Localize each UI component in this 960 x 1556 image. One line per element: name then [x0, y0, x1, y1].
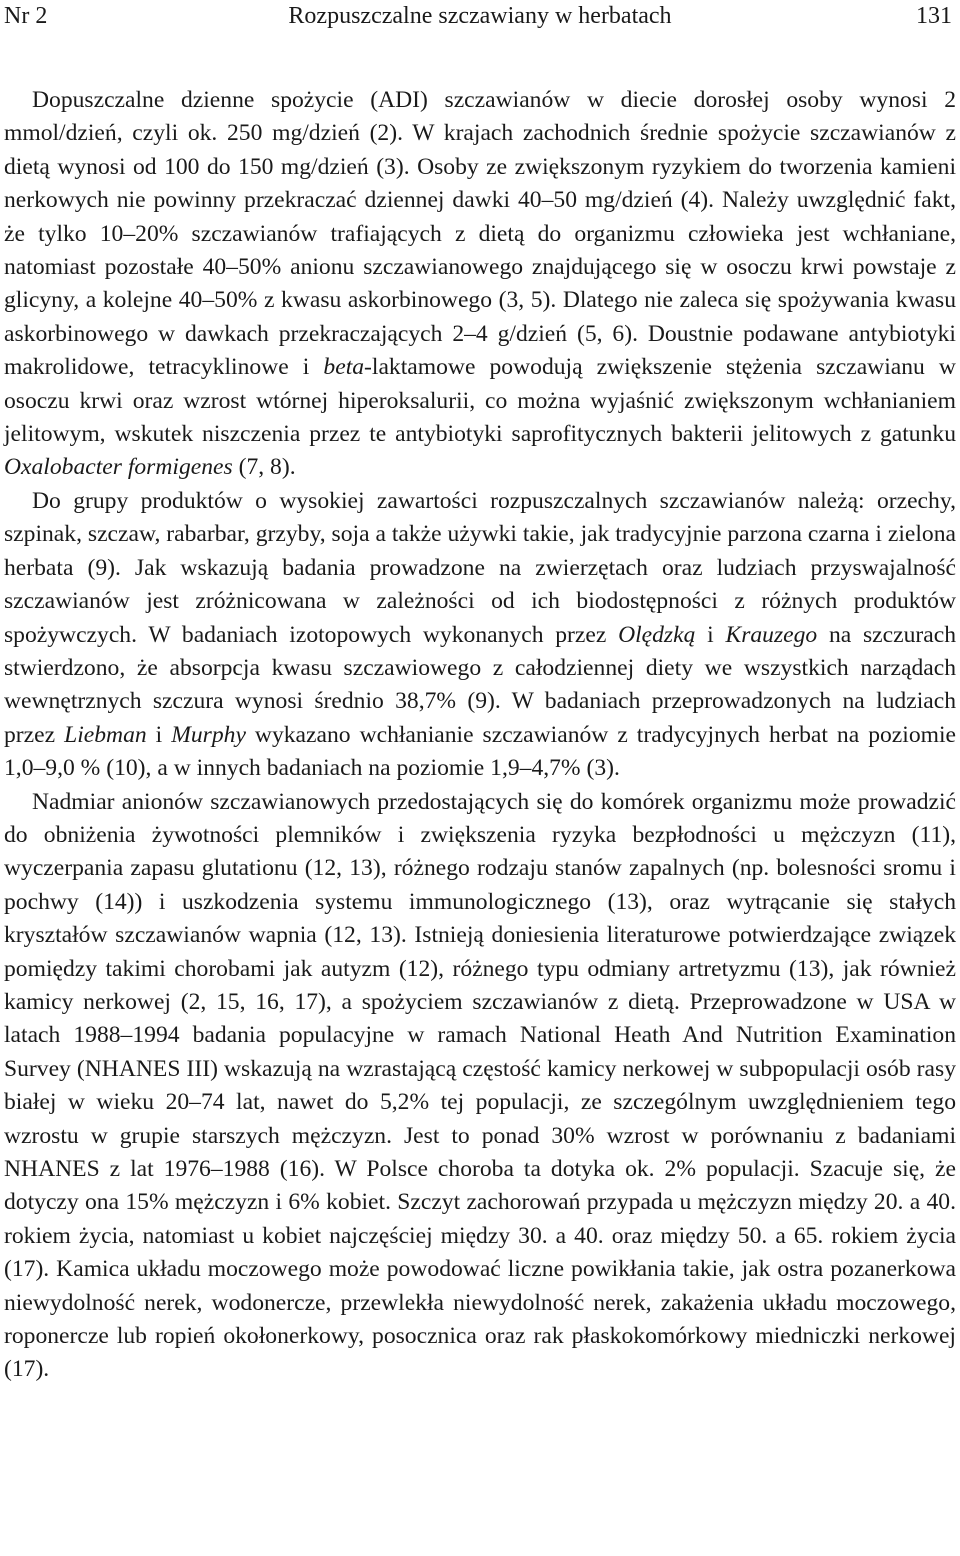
italic-text: beta	[323, 354, 365, 381]
text-run: i	[146, 721, 172, 748]
text-run: (7, 8).	[232, 454, 296, 481]
text-run: wykazano wchłanianie szczawianów z tradycyjnych herbat na poziomie 1,0–9,0 % (10), a w innych badaniach na poziomie 1,9–4,7% (3).	[4, 721, 956, 782]
article-body	[4, 84, 956, 1387]
text-run: na szczurach stwierdzono, że absorpcja kwasu szczawiowego z całodziennej diety we wszystkich narządach wewnętrznych szczura wynosi średnio 38,7% (9). W badaniach przeprowadzonych na ludziach przez	[4, 621, 956, 748]
italic-text: Krauzego	[725, 621, 818, 648]
italic-text: Olędzką	[618, 621, 696, 648]
italic-text: Liebman	[64, 721, 147, 748]
running-title: Rozpuszczalne szczawiany w herbatach	[288, 3, 672, 29]
running-header	[0, 0, 960, 40]
text-run: -laktamowe powodują zwiększenie stężenia szczawianu w osoczu krwi oraz wzrost wtórnej hiperoksalurii, co można wyjaśnić zwiększonym wchłanianiem jelitowym, wskutek niszczenia przez te antybiotyki saprofitycznych bakterii jelitowych z gatunku	[4, 354, 956, 448]
paragraph	[4, 485, 956, 786]
paragraph	[4, 786, 956, 1387]
italic-text: Murphy	[171, 721, 246, 748]
text-run: Nadmiar anionów szczawianowych przedostających się do komórek organizmu może prowadzić do obniżenia żywotności plemników i zwiększenia ryzyka bezpłodności u mężczyzn (11), wyczerpania zapasu glutationu (12, 13), różnego rodzaju stanów zapalnych (np. bolesności sromu i pochwy (14)) i uszkodzenia systemu immunologicznego (13), oraz wytrącanie się stałych kryształów szczawianów wapnia (12, 13). Istnieją doniesienia literaturowe potwierdzające związek pomiędzy takimi chorobami jak autyzm (12), różnego typu odmiany artretyzmu (13), jak również kamicy nerkowej (2, 15, 16, 17), a spożyciem szczawianów z dietą. Przeprowadzone w USA w latach 1988–1994 badania populacyjne w ramach National Heath And Nutrition Examination Survey (NHANES III) wskazują na wzrastającą częstość kamicy nerkowej w subpopulacji osób rasy białej w wieku 20–74 lat, nawet do 5,2% tej populacji, ze szczególnym uwzględnieniem tego wzrostu w grupie starszych mężczyzn. Jest to ponad 30% wzrost w porównaniu z badaniami NHANES z lat 1976–1988 (16). W Polsce choroba ta dotyka ok. 2% populacji. Szacuje się, że dotyczy ona 15% mężczyzn i 6% kobiet. Szczyt zachorowań przypada u mężczyzn między 20. a 40. rokiem życia, natomiast u kobiet najczęściej między 30. a 40. oraz między 50. a 65. rokiem życia (17). Kamica układu moczowego może powodować liczne powikłania takie, jak ostra pozanerkowa niewydolność nerek, wodonercze, przewlekła niewydolność nerek, zakażenia układu moczowego, roponercze lub ropień okołonerkowy, posocznica oraz rak płaskokomórkowy miedniczki nerkowej (17).	[4, 788, 956, 1383]
text-run: Dopuszczalne dzienne spożycie (ADI) szczawianów w diecie dorosłej osoby wynosi 2 mmol/dzień, czyli ok. 250 mg/dzień (2). W krajach zachodnich średnie spożycie szczawianów z dietą wynosi od 100 do 150 mg/dzień (3). Osoby ze zwiększonym ryzykiem do tworzenia kamieni nerkowych nie powinny przekraczać dziennej dawki 40–50 mg/dzień (4). Należy uwzględnić fakt, że tylko 10–20% szczawianów trafiających z dietą do organizmu człowieka jest wchłaniane, natomiast pozostałe 40–50% anionu szczawianowego znajdującego się w osoczu krwi powstaje z glicyny, a kolejne 40–50% z kwasu askorbinowego (3, 5). Dlatego nie zaleca się spożywania kwasu askorbinowego w dawkach przekraczających 2–4 g/dzień (5, 6). Doustnie podawane antybiotyki makrolidowe, tetracyklinowe i	[4, 87, 956, 381]
issue-number: Nr 2	[4, 3, 48, 29]
paragraph	[4, 84, 956, 485]
text-run: Do grupy produktów o wysokiej zawartości rozpuszczalnych szczawianów należą: orzechy, szpinak, szczaw, rabarbar, grzyby, soja a także używki takie, jak tradycyjnie parzona czarna i zielona herbata (9). Jak wskazują badania prowadzone na zwierzętach oraz ludziach przyswajalność szczawianów jest zróżnicowana w zależności od ich biodostępności z różnych produktów spożywczych. W badaniach izotopowych wykonanych przez	[4, 487, 956, 648]
text-run: i	[695, 621, 726, 648]
italic-text: Oxalobacter formigenes	[4, 454, 233, 481]
page-number: 131	[916, 3, 952, 29]
